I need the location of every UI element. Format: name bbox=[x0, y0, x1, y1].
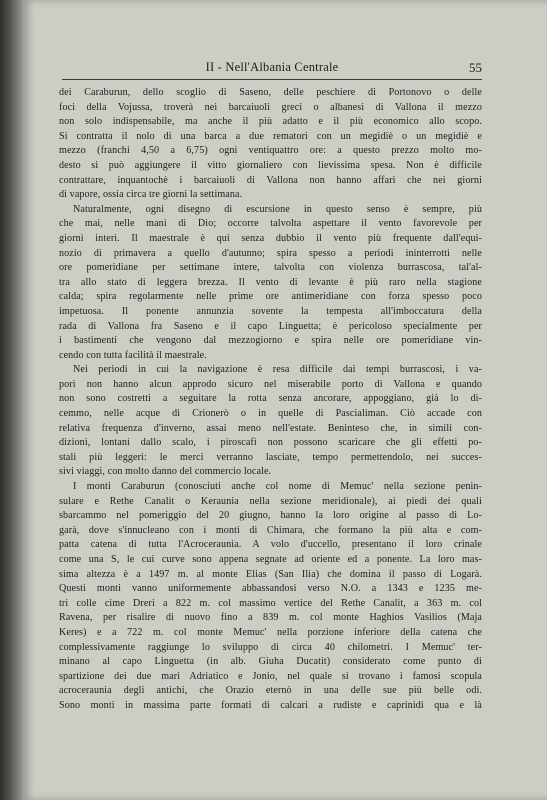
running-header bbox=[62, 56, 482, 80]
text-line: cendo con tutta facilità il maestrale. bbox=[59, 349, 207, 361]
text-line: Keres) e a 722 m. col monte Memuc' nella porzione inferiore della catena che bbox=[59, 626, 482, 638]
text-line: come una S, le cui curve sono appena segnate ad oriente ed a ponente. La loro mas- bbox=[59, 554, 482, 565]
text-line: Naturalmente, ogni disegno di escursione in questo senso è sempre, più bbox=[73, 203, 482, 215]
text-line: patta catena di tutta l'Acroceraunia. A volo d'uccello, presentano il loro crinale bbox=[59, 539, 482, 551]
body-text bbox=[59, 86, 482, 714]
text-line: foci della Vojussa, troverà nei barcaiuoli greci o albanesi di Vallona il mezzo bbox=[59, 101, 482, 113]
text-line: stali più leggeri: le merci verranno lasciate, tempo permettendolo, nei succes- bbox=[59, 451, 482, 463]
text-line: sbarcammo nel pomeriggio del 20 giugno, hanno la loro origine al passo di Lo- bbox=[59, 510, 482, 522]
text-line: acroceraunia degli antichi, che Orazio eternò in una delle sue più belle odi. bbox=[59, 685, 482, 697]
text-line: i bastimenti che vengono dal mezzogiorno e spira nelle ore pomeridiane vin- bbox=[59, 335, 482, 347]
text-line: Nei periodi in cui la navigazione è resa difficile dai tempi burrascosi, i va- bbox=[73, 364, 482, 376]
text-line: sima altezza è a 1497 m. al monte Elias (San Ilia) che domina il passo di Logarà. bbox=[59, 568, 482, 580]
text-line: che mai, nelle mani di Dio; occorre talvolta aspettare il vento favorevole per bbox=[59, 218, 482, 230]
text-line: sulare e Rethe Canalit o Keraunia nella sezione meridionale), ai piedi dei quali bbox=[59, 495, 482, 507]
text-line: dei Caraburun, dello scoglio di Saseno, delle peschiere di Portonovo o delle bbox=[59, 87, 482, 98]
text-line: pori non hanno alcun approdo sicuro nel miserabile porto di Vallona e quando bbox=[59, 378, 482, 390]
text-line: Sono monti in massima parte formati di calcari a rudiste e caprinidi qua e là bbox=[59, 699, 482, 711]
text-line: di vapore, ossia circa tre giorni la settimana. bbox=[59, 189, 243, 201]
text-line: I monti Caraburun (conosciuti anche col nome di Memuc' nella sezione penin- bbox=[73, 481, 482, 493]
text-line: garà, dove s'innucleano con i monti di Chimara, che formano la più alta e com- bbox=[59, 524, 482, 536]
text-line: mezzo (franchi 4,50 a 6,75) ogni ventiquattro ore: a questo prezzo molto mo- bbox=[59, 145, 482, 157]
text-line: ore pomeridiane per settimane intere, talvolta con violenza burrascosa, tal'al- bbox=[59, 262, 482, 274]
text-line: relativa frequenza d'inverno, assai meno nell'estate. Beninteso che, in simili con- bbox=[59, 422, 482, 434]
running-header-title: II - Nell'Albania Centrale bbox=[205, 60, 339, 74]
text-line: minano al capo Linguetta (in alb. Giuha Ducatit) considerato come punto di bbox=[59, 656, 482, 668]
text-line: non solo indispensabile, ma anche il più adatto e il più economico allo scopo. bbox=[59, 116, 482, 128]
text-line: complessivamente raggiunge lo sviluppo di circa 40 chilometri. I Memuc' ter- bbox=[59, 641, 482, 653]
header-rule bbox=[62, 79, 482, 80]
text-line: impetuosa. Il ponente annunzia sovente la tempesta all'imboccatura della bbox=[59, 305, 482, 317]
page-number: 55 bbox=[469, 60, 482, 75]
text-line: cemmo, nelle acque di Crionerò o in quelle di Pascialiman. Ciò accade con bbox=[59, 408, 482, 420]
text-line: spartizione dei due mari Adriatico e Jonio, nel quale si trovano i famosi scopula bbox=[59, 670, 482, 682]
text-line: calda; spira regolarmente nelle prime ore antimeridiane con forza spesso poco bbox=[59, 291, 482, 303]
text-line: non sono costretti a seguitare la rotta senza ancorare, appoggiano, già lo di- bbox=[59, 393, 482, 405]
text-line: giorni interi. Il maestrale è qui senza dubbio il vento più frequente dall'equi- bbox=[59, 232, 482, 244]
text-line: dizioni, lontani dallo scalo, i piroscafi non possono scaricare che gli effetti po- bbox=[59, 437, 482, 449]
text-line: sivi viaggi, con molto danno del commercio locale. bbox=[59, 466, 272, 478]
text-line: Questi monti vanno uniformemente abbassandosi verso N.O. a 1343 e 1235 me- bbox=[59, 583, 482, 595]
text-line: contrattare, inquantochè i barcaiuoli di Vallona non hanno affari che nei giorni bbox=[59, 174, 482, 186]
text-line: nozio di primavera a quello d'autunno; spira spesso a periodi ininterrotti nelle bbox=[59, 247, 482, 259]
text-line: desto si può aggiungere il vitto giornaliero con lievissima spesa. Non è difficile bbox=[59, 159, 482, 171]
text-line: Ravena, per risalire di nuovo fino a 839 m. col monte Haghios Vasilios (Maja bbox=[59, 612, 482, 624]
text-line: tra allo stato di leggera brezza. Il vento di levante è più raro nella stagione bbox=[59, 276, 482, 288]
text-line: Si contratta il nolo di una barca a due rematori con un megidiè o un megidiè e bbox=[59, 130, 482, 142]
text-line: rada di Vallona fra Saseno e il capo Linguetta; è pericoloso specialmente per bbox=[59, 320, 482, 332]
text-line: tri colle cime Dreri a 822 m. col massimo vertice del Rethe Canalit, a 363 m. col bbox=[59, 597, 482, 609]
